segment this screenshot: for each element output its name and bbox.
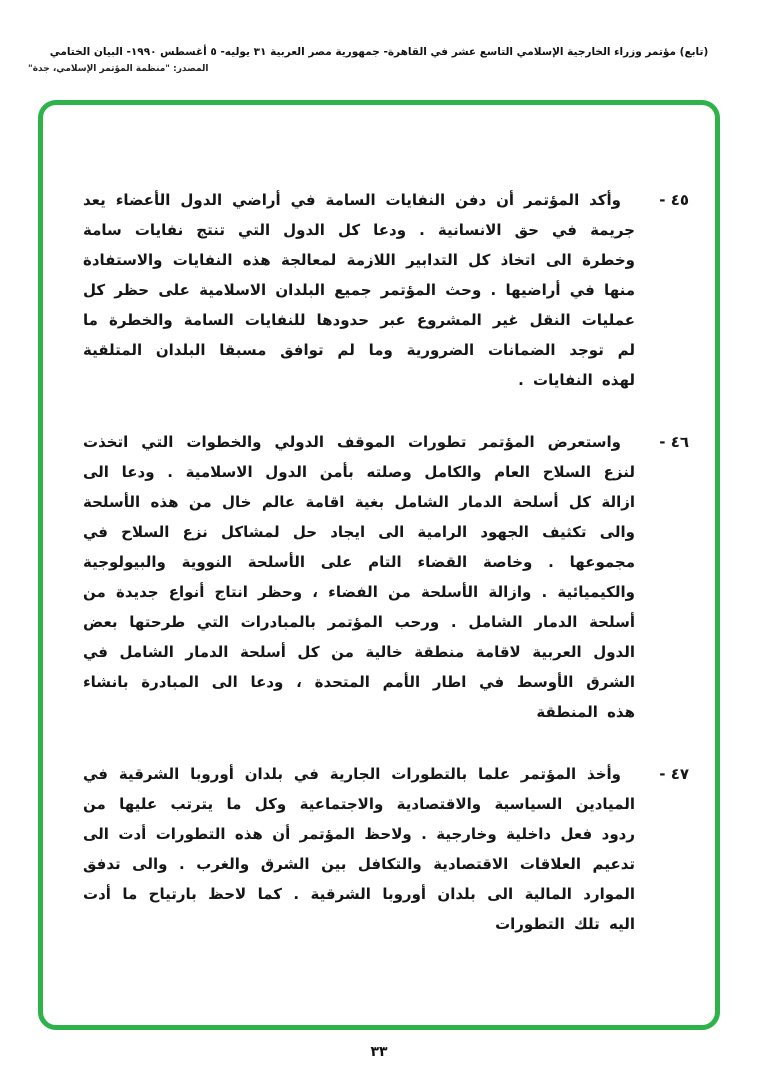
paragraph-number: ٤٥ - [659, 191, 689, 209]
paragraph-text: وأخذ المؤتمر علما بالتطورات الجارية في بلدان أوروبا الشرقية في الميادين السياسية والاقتصادية والاجتماعية وكل ما يترتب عليها من ردود فعل داخلية وخارجية . ولاحظ المؤتمر أن هذه التطورات أدت الى تدعيم العلاقات الاقتصادية والتكافل بين الشرق والغرب . والى تدفق الموارد المالية الى بلدان أوروبا الشرقية . كما لاحظ بارتياح ما أدت اليه تلك التطورات [83, 765, 635, 933]
green-border-frame [38, 100, 720, 1030]
paragraph-47 [83, 759, 689, 939]
paragraph-46 [83, 427, 689, 727]
page-number: ٣٣ [370, 1044, 388, 1060]
paragraph-45 [83, 185, 689, 395]
paragraph-number: ٤٧ - [659, 765, 689, 783]
document-header-title: (تابع) مؤتمر وزراء الخارجية الإسلامي التاسع عشر في القاهرة- جمهورية مصر العربية ٣١ يوليه- ٥ أغسطس ١٩٩٠- البيان الختامي [49, 46, 709, 58]
paragraph-text: واستعرض المؤتمر تطورات الموقف الدولي والخطوات التي اتخذت لنزع السلاح العام والكامل وصلته بأمن الدول الاسلامية . ودعا الى ازالة كل أسلحة الدمار الشامل بغية اقامة عالم خال من هذه الأسلحة والى تكثيف الجهود الرامية الى ايجاد حل لمشاكل نزع السلاح في مجموعها . وخاصة القضاء التام على الأسلحة النووية والبيولوجية والكيميائية . وازالة الأسلحة من الفضاء ، وحظر انتاج أنواع جديدة من أسلحة الدمار الشامل . ورحب المؤتمر بالمبادرات التي طرحتها بعض الدول العربية لاقامة منطقة خالية من كل أسلحة الدمار الشامل في الشرق الأوسط في اطار الأمم المتحدة ، ودعا الى المبادرة بانشاء هذه المنطقة [83, 433, 635, 721]
document-source-line: المصدر: "منظمة المؤتمر الإسلامي، جدة" [28, 64, 209, 74]
paragraph-text: وأكد المؤتمر أن دفن النفايات السامة في أراضي الدول الأعضاء يعد جريمة في حق الانسانية . ودعا كل الدول التي تنتج نفايات سامة وخطرة الى اتخاذ كل التدابير اللازمة لمعالجة هذه النفايات والاستفادة منها في أراضيها . وحث المؤتمر جميع البلدان الاسلامية على حظر كل عمليات النقل غير المشروع عبر حدودها للنفايات السامة والخطرة ما لم توجد الضمانات الضرورية وما لم توافق مسبقا البلدان المتلقية لهذه النفايات . [83, 191, 635, 389]
paragraph-number: ٤٦ - [659, 433, 689, 451]
